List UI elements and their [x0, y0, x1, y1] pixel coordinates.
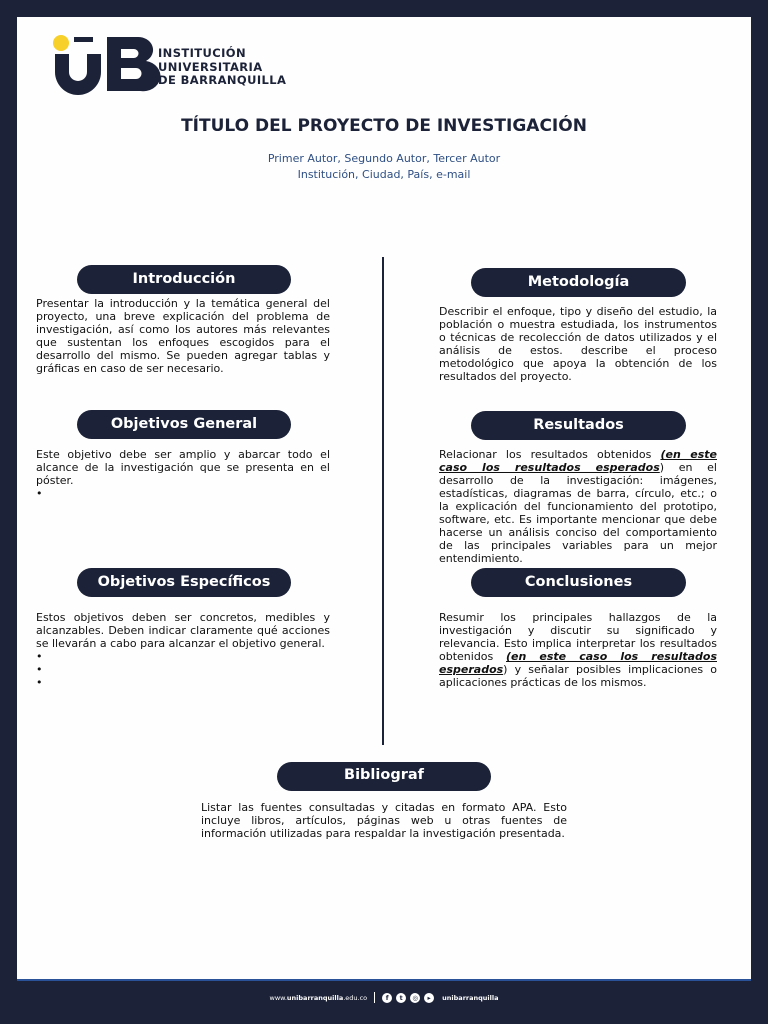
institution-name-line: DE BARRANQUILLA [158, 73, 287, 87]
resultados-paragraph [439, 448, 717, 565]
resultados-emphasis: (en este caso los resultados esperados [439, 448, 717, 474]
logo-dot [53, 35, 69, 51]
conclusiones-text-before: Resumir los principales hallazgos de la investigación y discutir su significado y relevancia. Esto implica interpretar los resultados obtenidos [439, 611, 717, 663]
heading-conclusiones: Conclusiones [471, 568, 686, 597]
logo-bar [74, 37, 93, 42]
website-prefix: www. [269, 993, 287, 1002]
footer-separator [374, 992, 375, 1003]
institution-name-line: UNIVERSITARIA [158, 59, 263, 74]
column-divider [382, 257, 384, 745]
text-objetivos-especificos [36, 611, 330, 689]
instagram-icon[interactable]: ◎ [410, 993, 420, 1003]
heading-bibliografia: Bibliograf [277, 762, 491, 791]
footer-accent-line [17, 979, 751, 981]
authors: Primer Autor, Segundo Autor, Tercer Autor [267, 152, 501, 165]
resultados-text-before: Relacionar los resultados obtenidos [439, 448, 661, 461]
authors-block [0, 151, 768, 183]
website-domain: unibarranquilla [286, 993, 344, 1002]
objetivo-general-paragraph: Este objetivo debe ser amplio y abarcar todo el alcance de la investigación que se presenta en el póster. [36, 448, 330, 487]
bullet-item [36, 487, 330, 500]
objetivos-especificos-paragraph: Estos objetivos deben ser concretos, medibles y alcanzables. Deben indicar claramente qué acciones se llevarán a cabo para alcanzar el objetivo general. [36, 611, 330, 650]
poster-title: TÍTULO DEL PROYECTO DE INVESTIGACIÓN [181, 116, 587, 136]
text-resultados [439, 448, 717, 565]
text-introduccion [36, 297, 330, 375]
heading-introduccion: Introducción [77, 265, 291, 294]
logo-b [107, 37, 160, 91]
bullet-item [36, 650, 330, 663]
bibliografia-paragraph: Listar las fuentes consultadas y citadas en formato APA. Esto incluye libros, artículos, páginas web u otras fuentes de información utilizadas para respaldar la investigación presentada. [201, 801, 567, 840]
text-conclusiones [439, 611, 717, 689]
text-metodologia [439, 305, 717, 383]
heading-objetivo-general: Objetivos General [77, 410, 291, 439]
bullet-item [36, 663, 330, 676]
youtube-icon[interactable]: ▸ [424, 993, 434, 1003]
text-objetivo-general [36, 448, 330, 500]
twitter-icon[interactable]: t [396, 993, 406, 1003]
bullet-item [36, 676, 330, 689]
text-bibliografia [201, 801, 567, 840]
footer-website[interactable] [270, 994, 368, 1002]
objetivos-especificos-bullets [36, 650, 330, 689]
institution-name [158, 47, 286, 88]
resultados-text-after: ) en el desarrollo de la investigación: imágenes, estadísticas, diagramas de barra, círculo, etc.; o la explicación del funcionamiento del prototipo, software, etc. Es importante mencionar que debe hacerse un análisis conciso del comportamiento de las principales variables para un mejor entendimiento. [439, 461, 717, 565]
introduccion-paragraph: Presentar la introducción y la temática general del proyecto, una breve explicación del problema de investigación, así como los autores más relevantes que sustentan los enfoques escogidos para el desarrollo del mismo. Se pueden agregar tablas y gráficas en caso de ser necesario. [36, 297, 330, 375]
heading-resultados: Resultados [471, 411, 686, 440]
footer [0, 992, 768, 1003]
facebook-icon[interactable]: f [382, 993, 392, 1003]
logo-u [55, 54, 101, 95]
metodologia-paragraph: Describir el enfoque, tipo y diseño del estudio, la población o muestra estudiada, los instrumentos o técnicas de recolección de datos utilizados y el análisis de estos. describe el proceso metodológico que apoya la obtención de los resultados del proyecto. [439, 305, 717, 383]
heading-objetivos-especificos: Objetivos Específicos [77, 568, 291, 597]
conclusiones-text-after: ) y señalar posibles implicaciones o aplicaciones prácticas de los mismos. [439, 663, 717, 689]
institution-name-line: INSTITUCIÓN [158, 46, 247, 60]
heading-metodologia: Metodología [471, 268, 686, 297]
conclusiones-paragraph [439, 611, 717, 689]
website-suffix: .edu.co [343, 993, 368, 1002]
affiliation: Institución, Ciudad, País, e-mail [297, 168, 471, 181]
conclusiones-emphasis: (en este caso los resultados esperados [439, 650, 717, 676]
objetivo-general-bullets [36, 487, 330, 500]
social-handle[interactable]: unibarranquilla [442, 993, 499, 1002]
